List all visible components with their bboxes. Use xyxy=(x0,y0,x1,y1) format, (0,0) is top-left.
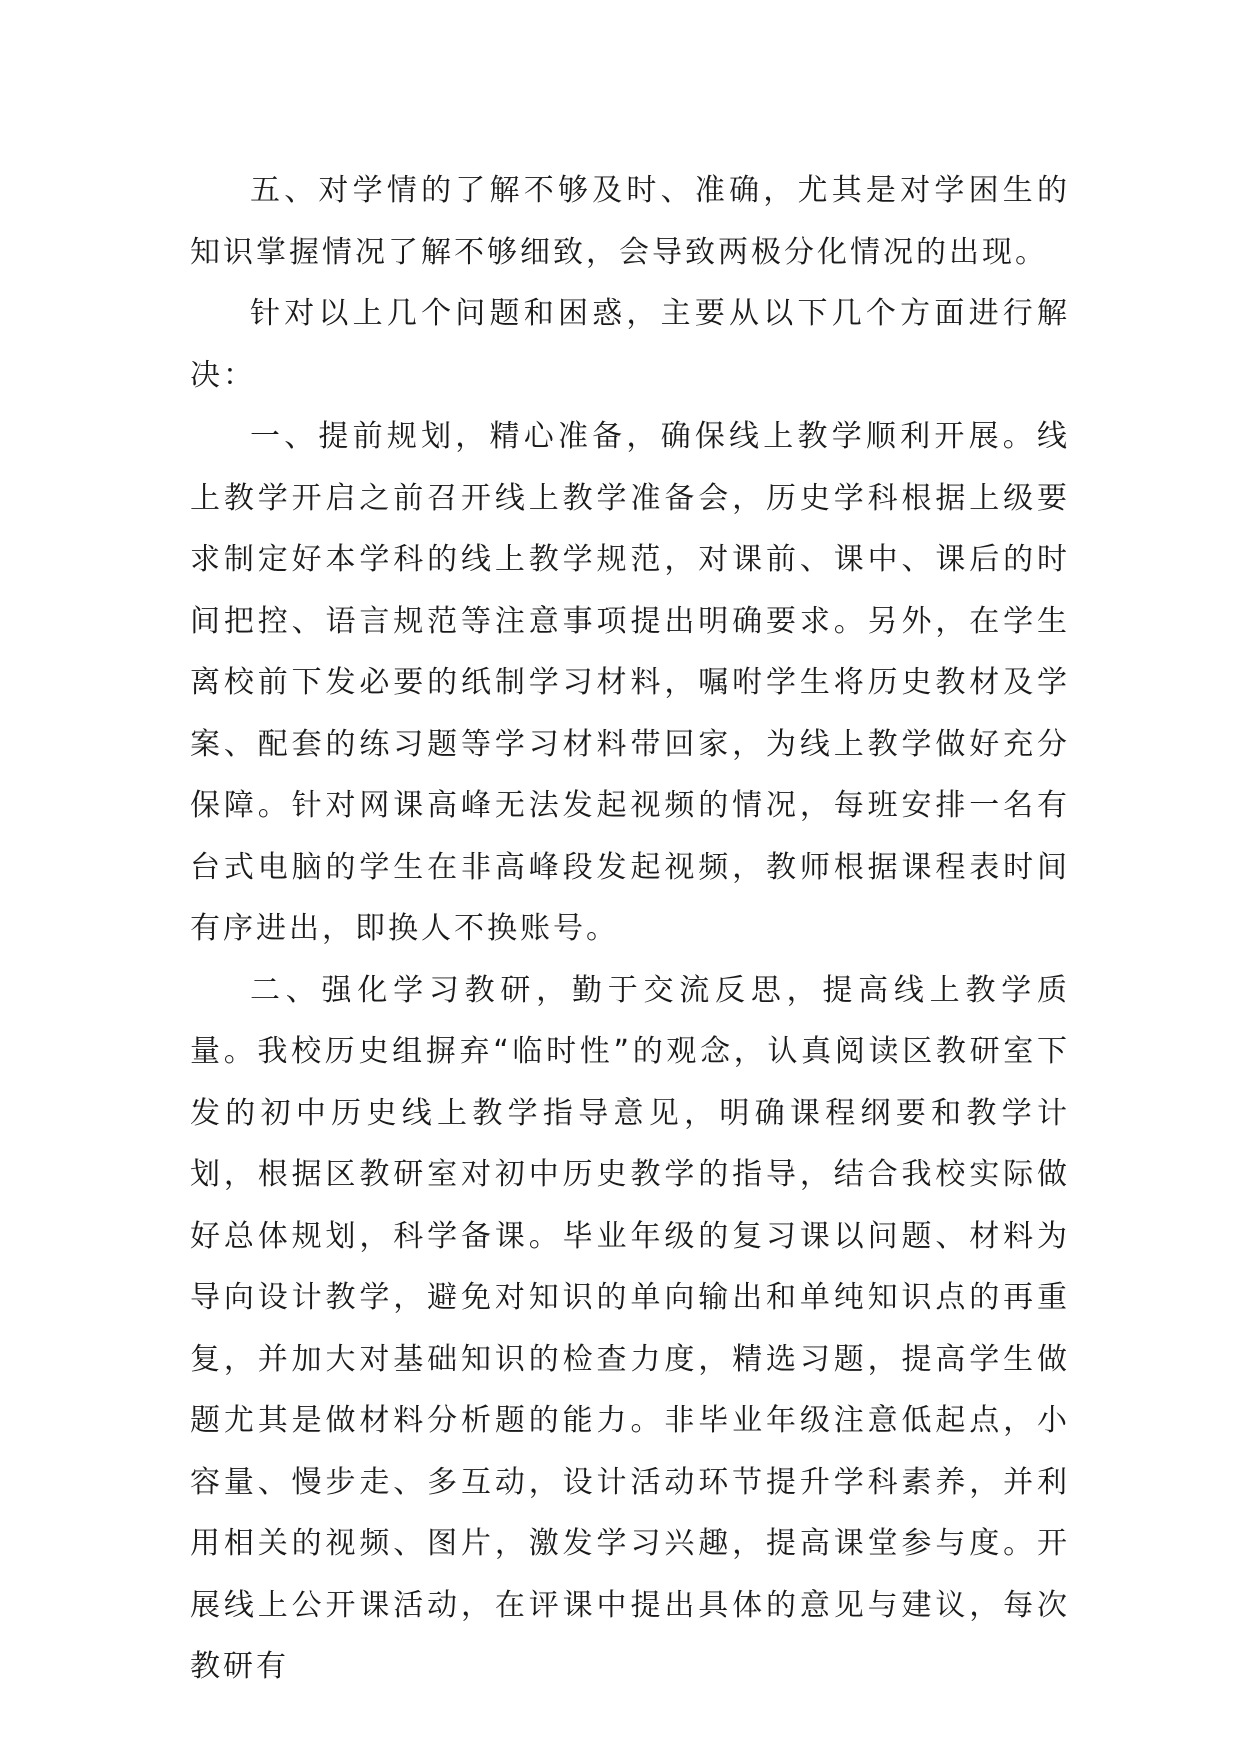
document-body xyxy=(190,160,1070,1698)
paragraph-student-understanding: 五、对学情的了解不够及时、准确，尤其是对学困生的知识掌握情况了解不够细致，会导致两极分化情况的出现。 xyxy=(190,173,1070,270)
paragraph-solutions-intro: 针对以上几个问题和困惑，主要从以下几个方面进行解决： xyxy=(190,296,1070,393)
paragraph-advance-planning: 一、提前规划，精心准备，确保线上教学顺利开展。线上教学开启之前召开线上教学准备会，历史学科根据上级要求制定好本学科的线上教学规范，对课前、课中、课后的时间把控、语言规范等注意事项提出明确要求。另外，在学生离校前下发必要的纸制学习材料，嘱咐学生将历史教材及学案、配套的练习题等学习材料带回家，为线上教学做好充分保障。针对网课高峰无法发起视频的情况，每班安排一名有台式电脑的学生在非高峰段发起视频，教师根据课程表时间有序进出，即换人不换账号。 xyxy=(190,419,1070,946)
paragraph-teaching-research: 二、强化学习教研，勤于交流反思，提高线上教学质量。我校历史组摒弃“临时性”的观念，认真阅读区教研室下发的初中历史线上教学指导意见，明确课程纲要和教学计划，根据区教研室对初中历史教学的指导，结合我校实际做好总体规划，科学备课。毕业年级的复习课以问题、材料为导向设计教学，避免对知识的单向输出和单纯知识点的再重复，并加大对基础知识的检查力度，精选习题，提高学生做题尤其是做材料分析题的能力。非毕业年级注意低起点，小容量、慢步走、多互动，设计活动环节提升学科素养，并利用相关的视频、图片，激发学习兴趣，提高课堂参与度。开展线上公开课活动，在评课中提出具体的意见与建议，每次教研有 xyxy=(190,972,1070,1684)
